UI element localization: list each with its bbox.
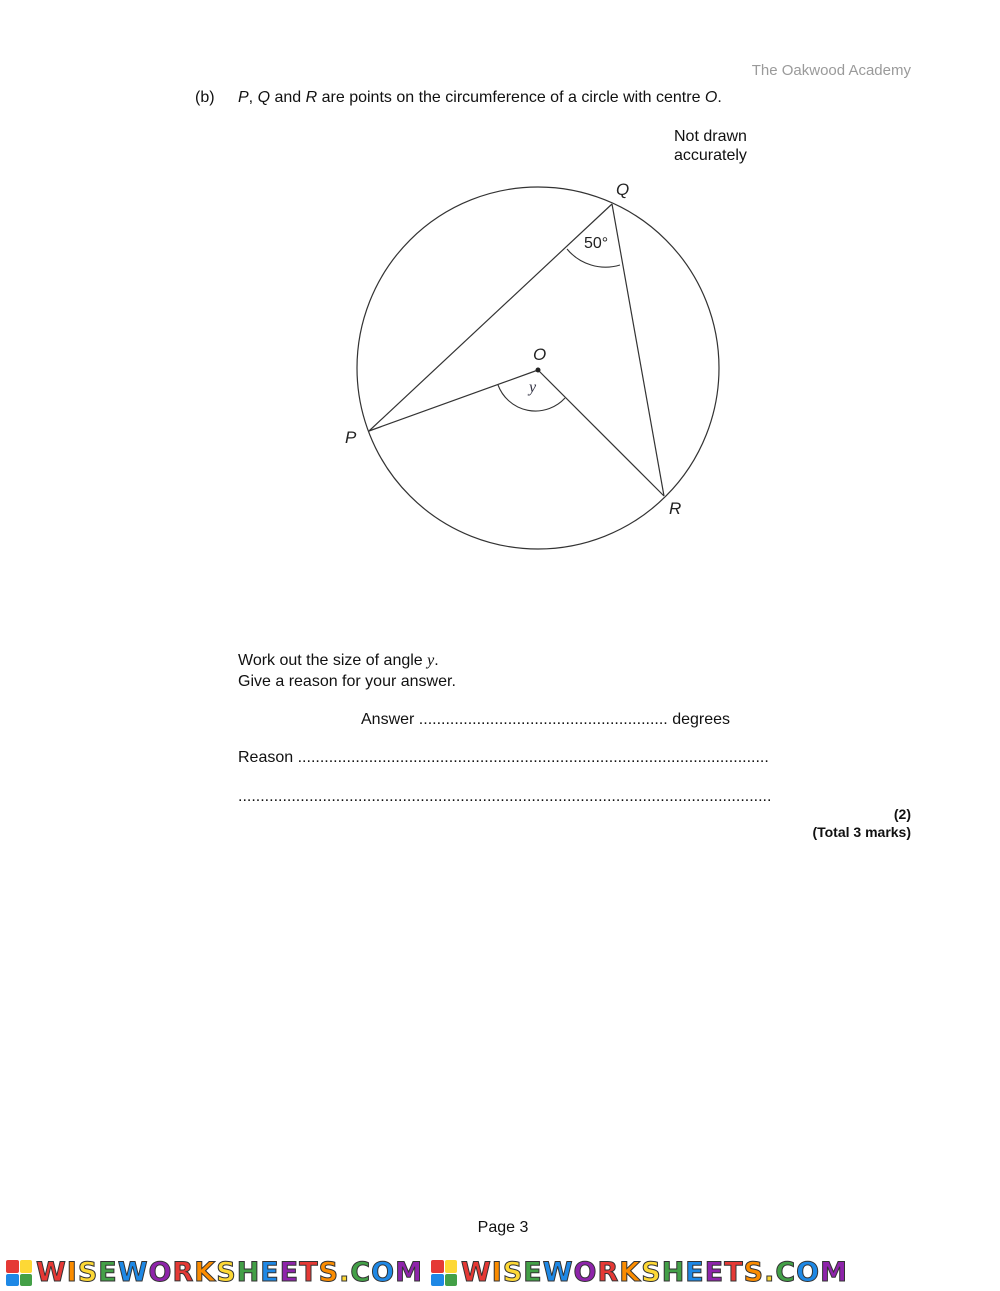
page-number: Page 3 [477, 1219, 529, 1236]
part-marks: (2) [893, 806, 911, 822]
school-name: The Oakwood Academy [751, 62, 911, 79]
radius-op [369, 370, 538, 431]
reason-blank[interactable]: .......................................................................................................... [293, 749, 769, 766]
answer-line: Answer ........................................................ degrees [361, 711, 731, 728]
angle-label-y: y [529, 379, 537, 396]
brand-logo [6, 1258, 423, 1288]
centre-point [536, 368, 541, 373]
brand-text: WISEWORKSHEETS.COM [36, 1257, 423, 1288]
logo-tiles-icon [6, 1260, 32, 1286]
label-r: R [669, 499, 682, 518]
chord-pq [369, 204, 612, 431]
brand-text: WISEWORKSHEETS.COM [461, 1257, 848, 1288]
brand-logo-repeat [431, 1258, 848, 1288]
circle-diagram [330, 170, 750, 570]
diagram-note: Not drawn accurately [674, 128, 747, 164]
reason-continuation-blank[interactable]: ........................................................................................................................ [238, 788, 772, 805]
question-part-label: (b) [195, 89, 215, 106]
angle-label-50: 50° [584, 235, 609, 252]
total-marks: (Total 3 marks) [812, 824, 911, 840]
footer-banner [0, 1255, 1000, 1291]
logo-tiles-icon [431, 1260, 457, 1286]
reason-line: Reason .......................................................................................................... [238, 749, 769, 766]
answer-blank[interactable]: ........................................................ [414, 711, 673, 728]
instruction-line-2: Give a reason for your answer. [238, 673, 456, 690]
label-o: O [533, 345, 547, 364]
instruction-line-1: Work out the size of angle y. [238, 652, 439, 669]
label-q: Q [616, 180, 630, 199]
label-p: P [345, 428, 357, 447]
question-stem: P, Q and R are points on the circumference of a circle with centre O. [238, 89, 722, 106]
